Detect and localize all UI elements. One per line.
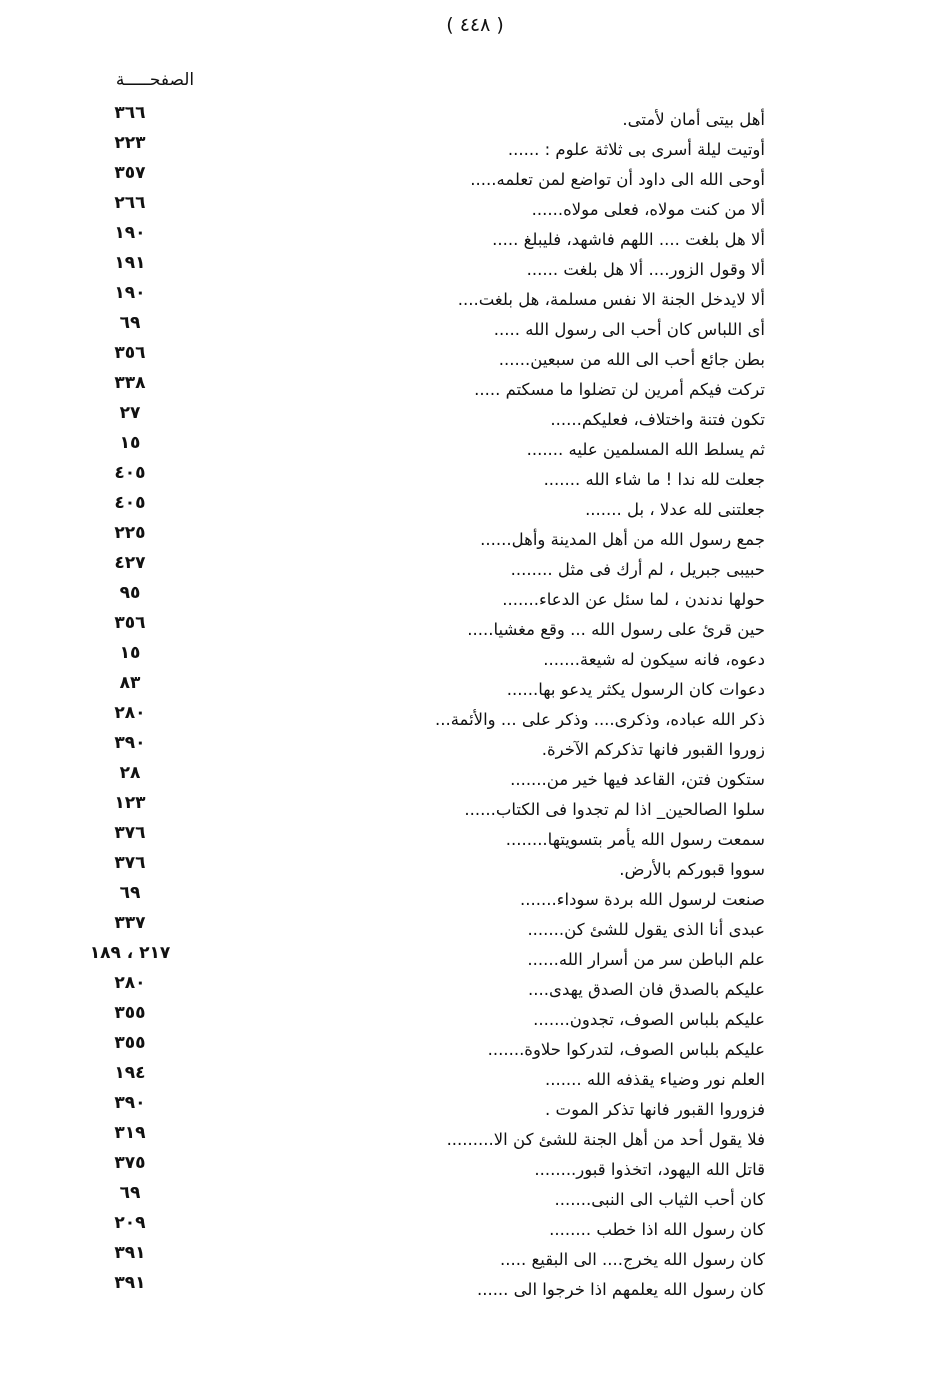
index-entry — [0, 672, 950, 702]
entry-page-number: ١٩٠ — [114, 223, 146, 243]
entry-page-number: ٦٩ — [119, 313, 141, 333]
page-number: ( ٤٤٨ ) — [446, 14, 504, 36]
entry-text: علم الباطن سر من أسرار الله...... — [527, 950, 765, 969]
entry-text: جعلت لله ندا ! ما شاء الله ....... — [543, 470, 765, 489]
entry-page-number: ٣٩١ — [114, 1273, 146, 1293]
index-entry — [0, 372, 950, 402]
entry-text: جعلتنى لله عدلا ، بل ....... — [585, 500, 765, 519]
index-entry — [0, 852, 950, 882]
entry-page-number: ٢٦٦ — [114, 193, 146, 213]
index-entry — [0, 822, 950, 852]
entry-page-number: ٩٥ — [119, 583, 141, 603]
index-entry — [0, 402, 950, 432]
entry-text: عليكم بلباس الصوف، تجدون....... — [533, 1010, 765, 1029]
index-entry — [0, 732, 950, 762]
entry-text: ذكر الله عباده، وذكرى.... وذكر على ... والأئمة... — [434, 710, 765, 729]
entry-page-number: ٣٩٠ — [114, 1093, 146, 1113]
entry-text: قاتل الله اليهود، اتخذوا قبور........ — [534, 1160, 765, 1179]
index-entry — [0, 1152, 950, 1182]
entry-text: زوروا القبور فانها تذكركم الآخرة. — [541, 740, 765, 759]
index-entry — [0, 342, 950, 372]
entry-page-number: ٤٠٥ — [114, 493, 146, 513]
index-entry — [0, 1182, 950, 1212]
index-entry — [0, 1272, 950, 1302]
entry-page-number: ٣٦٦ — [114, 103, 146, 123]
index-entry — [0, 1062, 950, 1092]
entry-text: فلا يقول أحد من أهل الجنة للشئ كن الا......... — [446, 1130, 765, 1149]
entry-page-number: ٢٨٠ — [114, 973, 146, 993]
index-entry — [0, 492, 950, 522]
entry-text: ألا وقول الزور.... ألا هل بلغت ...... — [526, 260, 765, 279]
entry-text: تكون فتنة واختلاف، فعليكم...... — [550, 410, 765, 429]
entry-page-number: ٢٧ — [119, 403, 141, 423]
index-entry — [0, 462, 950, 492]
index-entry — [0, 252, 950, 282]
entry-page-number: ٢٢٣ — [114, 133, 146, 153]
entry-page-number: ٦٩ — [119, 883, 141, 903]
entry-page-number: ١٢٣ — [114, 793, 146, 813]
entry-page-number: ٣٩١ — [114, 1243, 146, 1263]
index-entry — [0, 1092, 950, 1122]
entry-page-number: ٣٧٥ — [114, 1153, 146, 1173]
entry-page-number: ٣٣٨ — [114, 373, 146, 393]
entry-text: جمع رسول الله من أهل المدينة وأهل...... — [480, 530, 765, 549]
index-entry — [0, 282, 950, 312]
entry-page-number: ٣٣٧ — [114, 913, 146, 933]
entry-page-number: ٣٥٦ — [114, 343, 146, 363]
entry-page-number: ٤٢٧ — [114, 553, 146, 573]
entry-page-number: ٢٢٥ — [114, 523, 146, 543]
entry-text: بطن جائع أحب الى الله من سبعين...... — [498, 350, 765, 369]
entry-page-number: ١٩٠ — [114, 283, 146, 303]
entry-text: حبيبى جبريل ، لم أرك فى مثل ........ — [510, 560, 765, 579]
entry-text: ألا لايدخل الجنة الا نفس مسلمة، هل بلغت.... — [457, 290, 765, 309]
entry-text: كان رسول الله اذا خطب ........ — [549, 1220, 765, 1239]
entry-page-number: ٤٠٥ — [114, 463, 146, 483]
entry-page-number: ٢٠٩ — [114, 1213, 146, 1233]
index-entry — [0, 912, 950, 942]
entry-page-number: ٣٩٠ — [114, 733, 146, 753]
index-entry — [0, 522, 950, 552]
entry-text: عليكم بلباس الصوف، لتدركوا حلاوة....... — [487, 1040, 765, 1059]
entry-text: سلوا الصالحين_ اذا لم تجدوا فى الكتاب...... — [464, 800, 765, 819]
index-entry — [0, 582, 950, 612]
index-entry — [0, 642, 950, 672]
entry-text: ستكون فتن، القاعد فيها خير من....... — [510, 770, 765, 789]
entry-text: صنعت لرسول الله بردة سوداء....... — [520, 890, 765, 909]
entry-text: دعوه، فانه سيكون له شيعة....... — [543, 650, 765, 669]
index-entry — [0, 762, 950, 792]
index-entry — [0, 192, 950, 222]
entry-text: عليكم بالصدق فان الصدق يهدى.... — [528, 980, 765, 999]
index-entry — [0, 132, 950, 162]
entry-page-number: ١٩٤ — [114, 1063, 146, 1083]
entry-page-number: ٢٨ — [119, 763, 141, 783]
entry-page-number: ١٥ — [119, 433, 141, 453]
entry-text: العلم نور وضياء يقذفه الله ....... — [544, 1070, 765, 1089]
entry-text: دعوات كان الرسول يكثر يدعو بها...... — [506, 680, 765, 699]
entry-text: كان رسول الله يعلمهم اذا خرجوا الى ...... — [476, 1280, 765, 1299]
entry-text: عبدى أنا الذى يقول للشئ كن....... — [527, 920, 765, 939]
index-entry — [0, 102, 950, 132]
index-entry — [0, 432, 950, 462]
index-entry — [0, 612, 950, 642]
index-entry — [0, 972, 950, 1002]
index-entry — [0, 1242, 950, 1272]
entry-page-number: ٣٧٦ — [114, 853, 146, 873]
entry-text: أى اللباس كان أحب الى رسول الله ..... — [493, 320, 765, 339]
entry-text: كان رسول الله يخرج.... الى البقيع ..... — [500, 1250, 765, 1269]
entry-page-number: ٣٥٦ — [114, 613, 146, 633]
hadith-index-list — [0, 102, 950, 1302]
index-entry — [0, 162, 950, 192]
index-entry — [0, 942, 950, 972]
entry-text: أهل بيتى أمان لأمتى. — [622, 110, 765, 129]
entry-text: ألا من كنت مولاه، فعلى مولاه...... — [531, 200, 765, 219]
entry-page-number: ١٥ — [119, 643, 141, 663]
entry-text: أوتيت ليلة أسرى بى ثلاثة علوم : ...... — [507, 140, 765, 159]
index-entry — [0, 792, 950, 822]
entry-page-number: ٣٧٦ — [114, 823, 146, 843]
index-entry — [0, 1122, 950, 1152]
entry-text: كان أحب الثياب الى النبى....... — [554, 1190, 765, 1209]
entry-text: حولها ندندن ، لما سئل عن الدعاء....... — [502, 590, 765, 609]
page-column-header: الصفحـــــة — [115, 70, 195, 90]
entry-text: حين قرئ على رسول الله ... وقع مغشيا..... — [467, 620, 765, 639]
index-entry — [0, 552, 950, 582]
index-entry — [0, 312, 950, 342]
entry-page-number: ٨٣ — [119, 673, 141, 693]
entry-text: ثم يسلط الله المسلمين عليه ....... — [526, 440, 765, 459]
index-entry — [0, 1212, 950, 1242]
entry-text: سووا قبوركم بالأرض. — [619, 860, 765, 879]
entry-text: ألا هل بلغت .... اللهم فاشهد، فليبلغ ..... — [492, 230, 765, 249]
index-entry — [0, 702, 950, 732]
entry-page-number: ٦٩ — [119, 1183, 141, 1203]
entry-page-number: ٣١٩ — [114, 1123, 146, 1143]
entry-text: فزوروا القبور فانها تذكر الموت . — [545, 1100, 765, 1119]
entry-page-number: ٢٨٠ — [114, 703, 146, 723]
entry-text: سمعت رسول الله يأمر بتسويتها........ — [505, 830, 765, 849]
index-entry — [0, 222, 950, 252]
entry-page-number: ٣٥٥ — [114, 1003, 146, 1023]
entry-page-number: ٢١٧ ، ١٨٩ — [89, 943, 171, 963]
entry-page-number: ٣٥٧ — [114, 163, 146, 183]
index-entry — [0, 882, 950, 912]
index-entry — [0, 1032, 950, 1062]
entry-text: تركت فيكم أمرين لن تضلوا ما مسكتم ..... — [474, 380, 765, 399]
entry-page-number: ١٩١ — [114, 253, 146, 273]
entry-page-number: ٣٥٥ — [114, 1033, 146, 1053]
index-entry — [0, 1002, 950, 1032]
entry-text: أوحى الله الى داود أن تواضع لمن تعلمه..... — [470, 170, 765, 189]
